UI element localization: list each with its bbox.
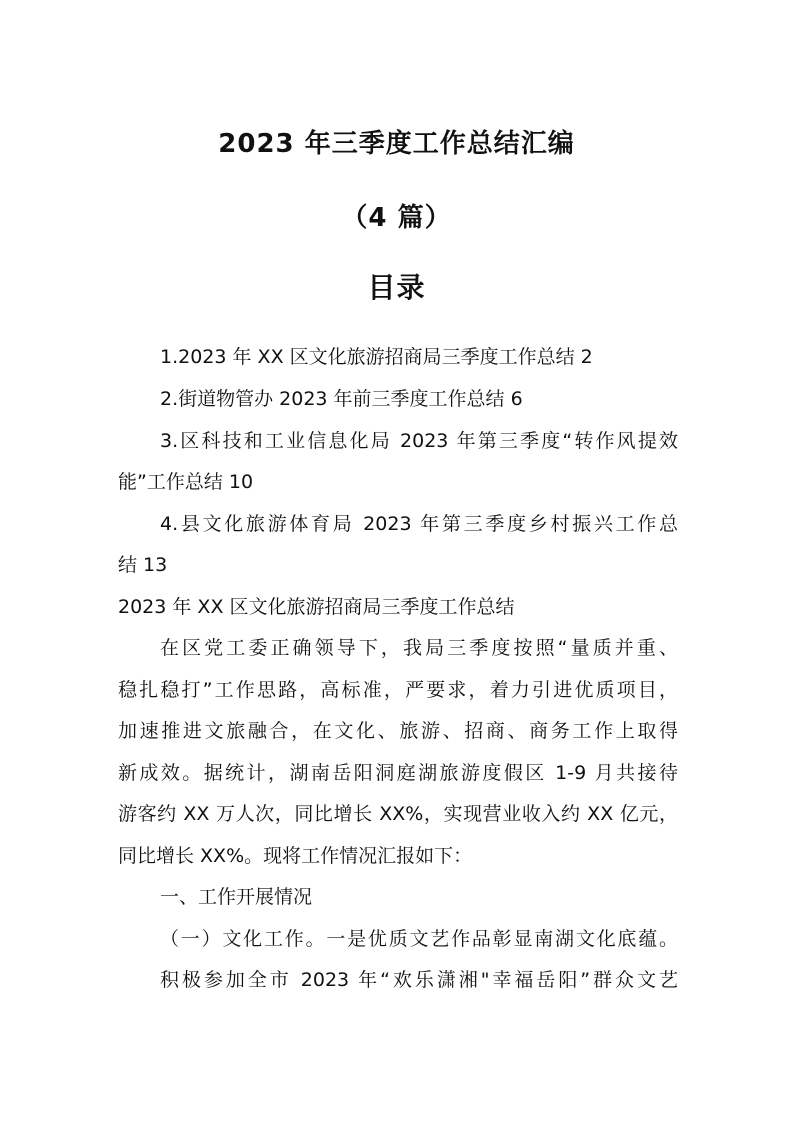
toc-item-1: 1.2023 年 XX 区文化旅游招商局三季度工作总结 2	[160, 346, 593, 368]
toc-heading: 目录	[367, 271, 426, 304]
body-line-1: 在区党工委正确领导下，我局三季度按照“量质并重、	[160, 637, 678, 659]
toc-item-4: 4.县文化旅游体育局 2023 年第三季度乡村振兴工作总	[160, 513, 678, 535]
body-line-3: 加速推进文旅融合，在文化、旅游、招商、商务工作上取得	[118, 720, 678, 742]
section-heading: 一、工作开展情况	[160, 886, 313, 908]
body-line-5: 游客约 XX 万人次，同比增长 XX%，实现营业收入约 XX 亿元，	[118, 803, 678, 825]
article-title: 2023 年 XX 区文化旅游招商局三季度工作总结	[118, 596, 515, 618]
body-line-2: 稳扎稳打”工作思路，高标准，严要求，着力引进优质项目，	[118, 679, 678, 701]
body-line-4: 新成效。据统计，湖南岳阳洞庭湖旅游度假区 1-9 月共接待	[118, 762, 678, 784]
toc-item-4-continued: 结 13	[118, 554, 168, 576]
toc-item-3-continued: 能”工作总结 10	[118, 471, 254, 493]
body-line-9: 积极参加全市 2023 年“欢乐潇湘"幸福岳阳”群众文艺	[160, 969, 678, 991]
document-title: 2023 年三季度工作总结汇编	[218, 129, 575, 159]
document-count: （4 篇）	[341, 203, 452, 233]
body-line-6: 同比增长 XX%。现将工作情况汇报如下：	[118, 845, 473, 867]
body-line-8: （一）文化工作。一是优质文艺作品彰显南湖文化底蕴。	[160, 928, 678, 950]
toc-item-3: 3.区科技和工业信息化局 2023 年第三季度“转作风提效	[160, 430, 678, 452]
toc-item-2: 2.街道物管办 2023 年前三季度工作总结 6	[160, 388, 523, 410]
